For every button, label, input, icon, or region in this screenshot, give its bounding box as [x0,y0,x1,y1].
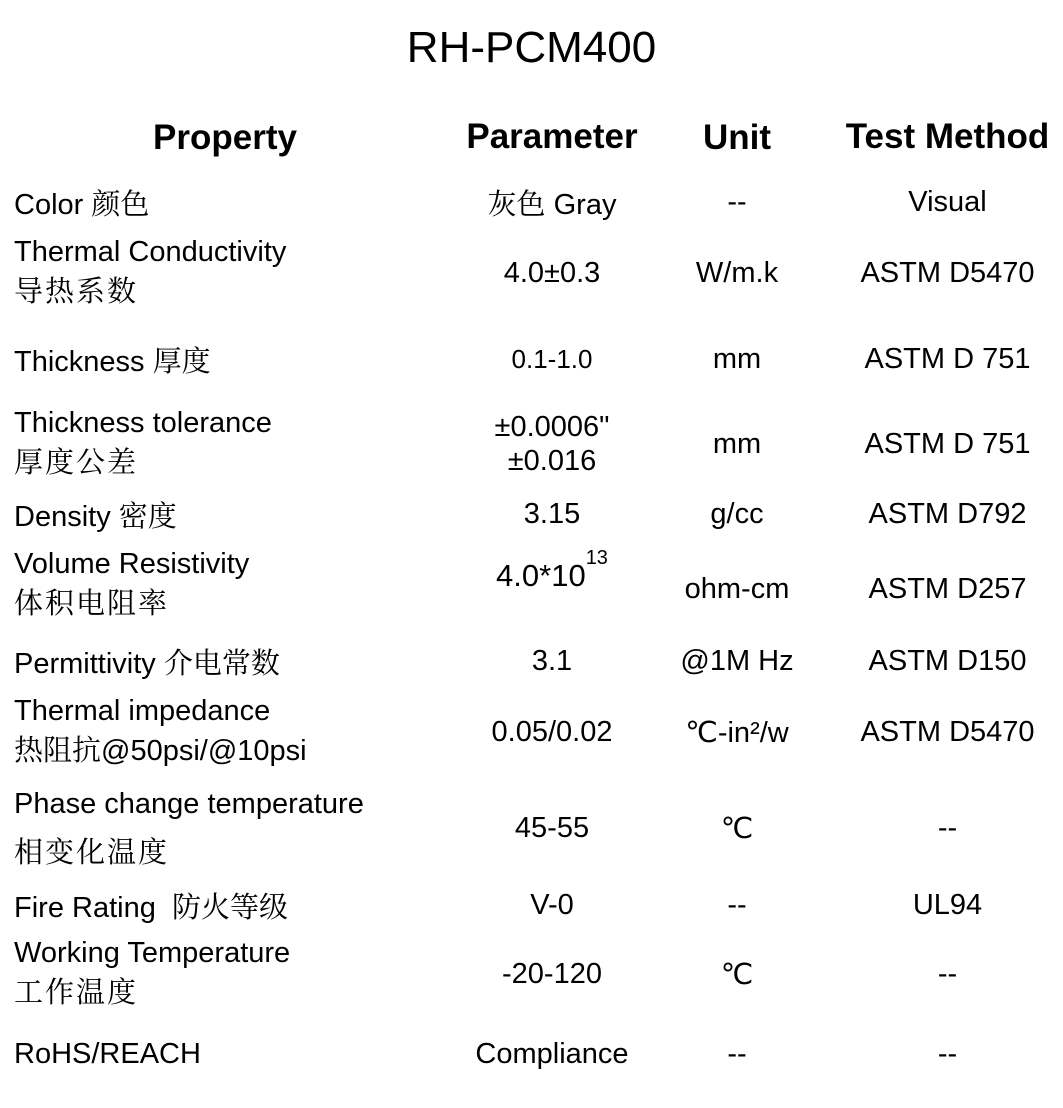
header-unit: Unit [702,117,772,157]
parameter-cell: 4.0±0.3 [503,256,601,289]
unit-cell: @1M Hz [680,644,794,677]
test-method-cell: ASTM D257 [868,572,1027,605]
property-cell [14,780,454,876]
property-label: Permittivity 介电常数 [14,647,280,680]
table-row-thickness-tolerance [0,400,1063,488]
property-label-cn: 体积电阻率 [14,586,170,620]
property-label: Phase change temperature [14,788,364,820]
property-cell [14,930,454,1018]
parameter-line-2: ±0.016 [507,445,597,477]
header-property: Property [153,117,297,157]
property-label: Thickness 厚度 [14,345,211,378]
property-label-cn: 相变化温度 [14,835,170,869]
unit-cell: ℃ [720,958,754,991]
property-cell [14,880,454,930]
unit-cell: g/cc [710,497,764,530]
table-row-thickness [0,335,1063,383]
parameter-cell: 3.1 [531,644,573,677]
property-label: Thermal impedance [14,695,271,727]
property-label: Color 颜色 [14,189,150,221]
property-label-cn: 厚度公差 [14,445,139,479]
table-row-rohs-reach [0,1018,1063,1090]
table-row-permittivity [0,636,1063,686]
test-method-cell: -- [937,1037,958,1070]
parameter-cell [452,400,652,488]
property-label: Volume Resistivity [14,548,250,580]
unit-cell: W/m.k [695,256,779,289]
unit-cell: ℃-in²/w [685,716,789,749]
property-label: Thickness tolerance [14,407,272,439]
test-method-cell: -- [937,811,958,844]
parameter-cell: 0.1-1.0 [511,343,593,374]
table-row-thermal-conductivity [0,228,1063,318]
header-parameter: Parameter [466,116,638,156]
parameter-cell: 灰色 Gray [487,189,617,221]
unit-cell: mm [712,342,762,375]
parameter-value: Compliance [475,1038,629,1070]
table-row-working-temperature [0,930,1063,1018]
header-test-method: Test Method [845,116,1050,156]
test-method-cell: ASTM D5470 [860,256,1035,289]
parameter-cell: 4.0*10 13 [496,547,608,593]
table-row-thermal-impedance [0,686,1063,778]
property-cell [14,400,454,488]
unit-cell: -- [727,888,747,921]
property-label: Working Temperature [14,937,291,969]
property-cell [14,636,454,686]
test-method-cell: ASTM D 751 [864,342,1031,375]
table-row-fire-rating [0,880,1063,930]
table-row-phase-change-temperature [0,780,1063,876]
test-method-cell: ASTM D5470 [860,715,1035,748]
unit-cell: ohm-cm [684,572,790,605]
parameter-cell: 45-55 [514,811,590,844]
property-cell [14,1018,454,1090]
unit-cell: -- [727,186,747,218]
parameter-line-1: ±0.0006" [494,411,610,443]
table-row-color [0,180,1063,225]
parameter-cell: 3.15 [523,497,581,530]
unit-cell: -- [727,1037,747,1070]
property-cell [14,686,454,778]
page-title: RH-PCM400 [406,23,657,72]
table-row-density [0,490,1063,538]
test-method-cell: Visual [908,186,987,218]
unit-cell: ℃ [720,812,754,845]
test-method-cell: ASTM D792 [868,497,1027,530]
property-label-cn: 热阻抗@50psi/@10psi [14,735,307,767]
property-label: Thermal Conductivity [14,236,287,268]
property-cell [14,540,454,630]
property-cell [14,180,454,225]
property-cell [14,228,454,318]
property-label-cn: 导热系数 [14,274,139,308]
property-label: RoHS/REACH [14,1037,201,1070]
property-cell [14,335,454,383]
test-method-cell: ASTM D 751 [864,427,1031,460]
parameter-base: 4.0*10 [496,558,586,593]
property-label-cn: 工作温度 [14,975,139,1009]
test-method-cell: UL94 [912,888,983,921]
property-cell [14,490,454,538]
test-method-cell: -- [937,957,958,990]
parameter-cell: V-0 [530,888,574,921]
unit-cell: mm [712,427,762,460]
property-label: Density 密度 [14,500,177,533]
property-label: Fire Rating 防火等级 [14,891,288,924]
parameter-cell: 0.05/0.02 [491,715,613,748]
parameter-cell [452,1018,652,1090]
test-method-cell: ASTM D150 [868,644,1027,677]
parameter-cell: -20-120 [502,957,602,990]
table-row-volume-resistivity [0,540,1063,630]
